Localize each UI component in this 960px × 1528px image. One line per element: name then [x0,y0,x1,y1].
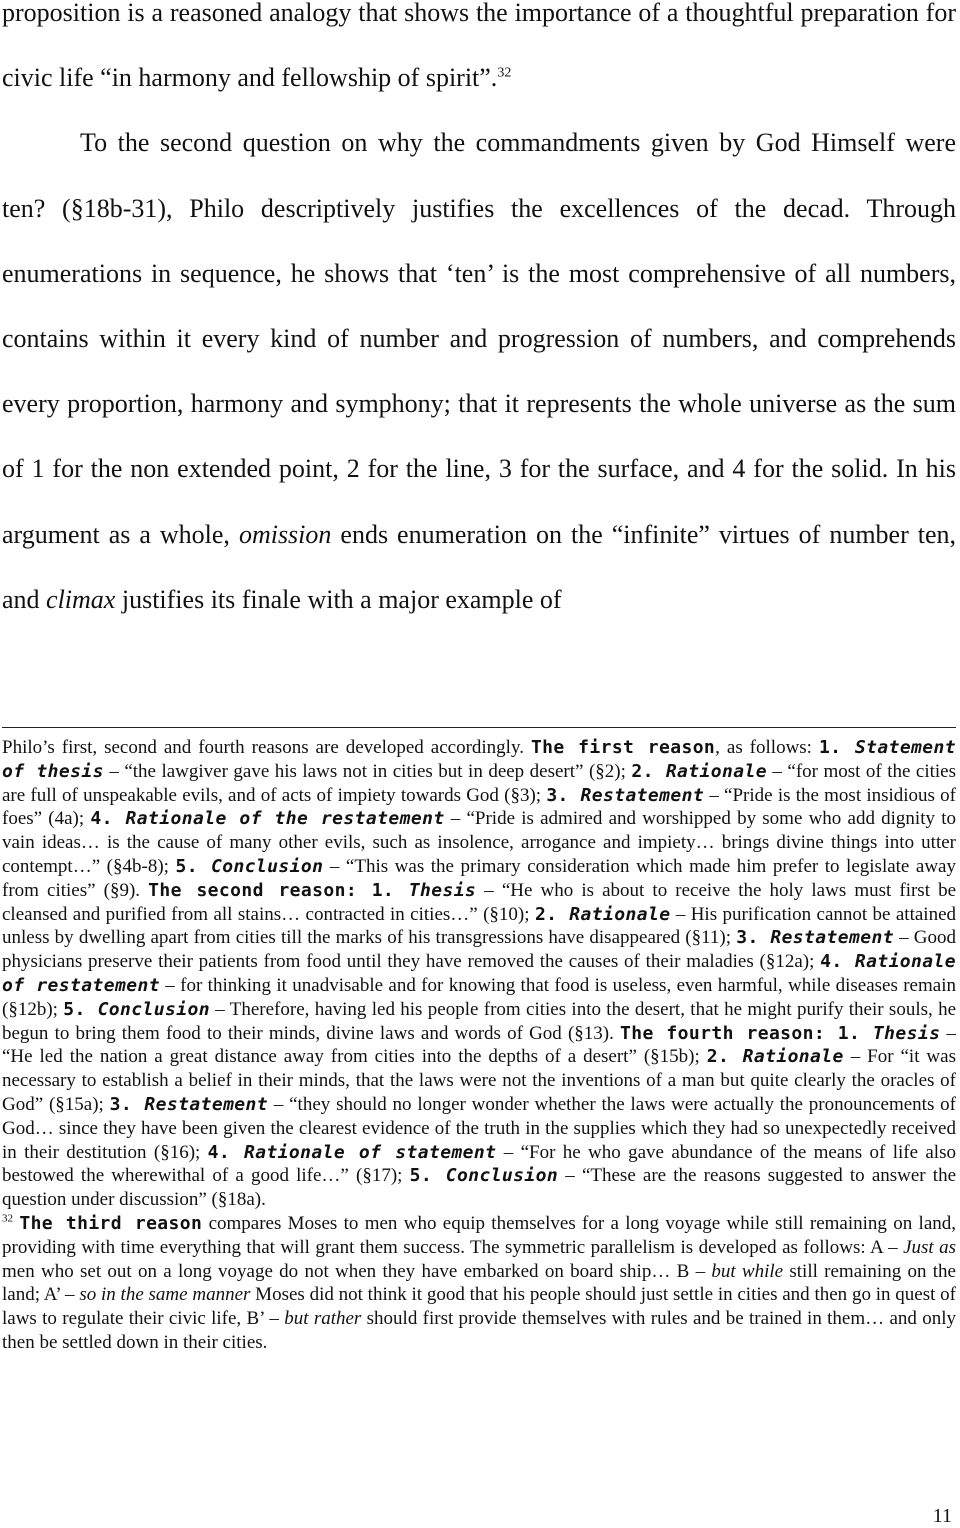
footnote-text: – “Pride is the most insidious of foes” (4a); [2,784,956,830]
paragraph-2 [2,110,956,632]
footnote-text: – “This was the primary consideration which made him prefer to legislate away from cities” (§9). [2,855,956,901]
footnote-text: compares Moses to men who equip themselves for a long voyage while still remaining on land, providing with time everything that will grant them success. The symmetric parallelism is developed as follows: A – [2,1212,956,1258]
footnote-text: , as follows: [715,737,819,758]
step-number: 1. [818,737,855,758]
emphasis-omission: omission [238,519,332,549]
footnote-separator [2,727,956,728]
footnote-text: – “for most of the cities are full of unspeakable evils, and of acts of impiety towards God (§3); [2,760,957,806]
footnote-text: – Good physicians preserve their patients from food until they have removed the causes of their maladies (§12a); [2,927,956,973]
main-text [2,0,956,632]
footnote-text: – “Pride is admired and worshipped by some who add dignity to vain ideas… is the cause of many other evils, such as insolence, arrogance and impiety… brings divine things into utter contempt…” (§4b-8); [2,808,956,877]
label-fourth-reason: The fourth reason: [620,1022,826,1044]
label-rationale-of-the-restatement: Rationale of the restatement [125,808,445,830]
footnote-text: – His purification cannot be attained unless by dwelling apart from cities till the marks of his transgressions have disappeared (§11); [2,903,957,949]
label-rationale-of-restatement: Rationale of restatement [2,951,956,996]
step-number: 4. [207,1141,244,1163]
label-restatement: Restatement [580,784,705,806]
label-rationale: Rationale [569,903,671,925]
emphasis-but-rather: but rather [284,1308,362,1330]
footnote-text: still remaining on the land; A’ – [2,1260,956,1306]
paragraph-2-text: ends enumeration on the “infinite” virtues of number ten, and [2,519,956,614]
emphasis-just-as: Just as [903,1236,956,1258]
label-restatement: Restatement [144,1093,269,1115]
footnotes [2,736,956,1355]
footnote-number: 32 [2,1212,13,1225]
paragraph-2-text: To the second question on why the commandments given by God Himself were ten? (§18b-31), Philo descriptively justifies the excellences of the decad. Through enumerations in sequence, he shows that ‘ten’ is the most comprehensive of all numbers, contains within it every kind of number and progression of numbers, and comprehends every proportion, harmony and symphony; that it represents the whole universe as the sum of 1 for the non extended point, 2 for the line, 3 for the surface, and 4 for the solid. In his argument as a whole, [2,128,956,549]
emphasis-but-while: but while [711,1260,784,1282]
paragraph-1-text: proposition is a reasoned analogy that shows the importance of a thoughtful preparation for civic life “in harmony and fellowship of spirit”. [2,0,956,93]
step-number: 2. [631,760,666,782]
step-number: 3. [109,1093,145,1115]
step-number: 1. [357,879,409,901]
step-number: 5. [409,1165,446,1187]
footnote-31 [2,736,956,1212]
footnote-text: – “These are the reasons suggested to answer the question under discussion” (§18a). [2,1165,956,1211]
footnote-text: – For “it was necessary to establish a belief in their minds, that the laws were not the inventions of a man but quite clearly the oracles of God” (§15a); [2,1046,956,1115]
page-number: 11 [932,1505,952,1527]
label-thesis: Thesis [872,1022,941,1044]
step-number: 3. [736,927,771,949]
step-number: 4. [820,951,855,973]
label-thesis: Thesis [408,879,477,901]
footnote-text: men who set out on a long voyage do not when they have embarked on board ship… B – [2,1260,712,1282]
label-conclusion: Conclusion [445,1165,559,1187]
label-statement-of-thesis: Statement of thesis [2,737,957,782]
label-rationale: Rationale [665,760,767,782]
step-number: 5. [175,855,211,877]
paragraph-2-text: justifies its finale with a major example of [115,584,562,614]
paragraph-1 [2,0,956,110]
footnote-text: – “the lawgiver gave his laws not in cities but in deep desert” (§2); [103,760,632,782]
footnote-text: – “they should no longer wonder whether the laws were actually the pronouncements of God… since they have been given the clearest evidence of the truth in the supplies which they had so unexpectedly received in their destitution (§16); [2,1093,956,1163]
label-restatement: Restatement [770,927,894,949]
step-number: 5. [63,998,98,1020]
step-number: 2. [706,1046,743,1068]
label-third-reason: The third reason [19,1212,203,1234]
footnote-text: – for thinking it unadvisable and for knowing that food is useless, even harmful, while diseases remain (§12b); [2,974,956,1020]
step-number: 1. [825,1022,873,1044]
footnote-text: – “He who is about to receive the holy laws must first be cleansed and purified from all stains… contracted in cities…” (§10); [2,879,956,925]
label-rationale: Rationale [742,1046,844,1068]
label-first-reason: The first reason [530,737,716,758]
footnote-text: should first provide themselves with rules and be trained in them… and only then be settled down in their cities. [2,1308,956,1353]
label-rationale-of-statement: Rationale of statement [243,1141,497,1163]
footnote-reference[interactable]: 32 [497,65,512,81]
label-conclusion: Conclusion [97,998,210,1020]
step-number: 3. [546,784,581,806]
label-second-reason: The second reason: [148,879,358,901]
emphasis-climax: climax [46,584,116,614]
footnote-text: – “He led the nation a great distance away from cities into the depths of a desert” (§15b); [2,1022,956,1068]
footnote-text: Moses did not think it good that his people should just settle in cities and then go in quest of laws to regulate their civic life, B’ – [2,1284,956,1330]
footnote-32 [2,1212,956,1355]
label-conclusion: Conclusion [210,855,324,877]
footnote-text: – Therefore, having led his people from cities into the desert, that he might purify their souls, he begun to bring them food to their minds, divine laws and words of God (§13). [2,998,956,1044]
footnote-text: – “For he who gave abundance of the means of life also bestowed the wherewithal of a good life…” (§17); [2,1141,956,1187]
footnote-text: Philo’s first, second and fourth reasons are developed accordingly. [2,737,531,758]
step-number: 2. [534,903,570,925]
emphasis-so-in-the-same-manner: so in the same manner [79,1284,251,1306]
step-number: 4. [90,808,126,830]
